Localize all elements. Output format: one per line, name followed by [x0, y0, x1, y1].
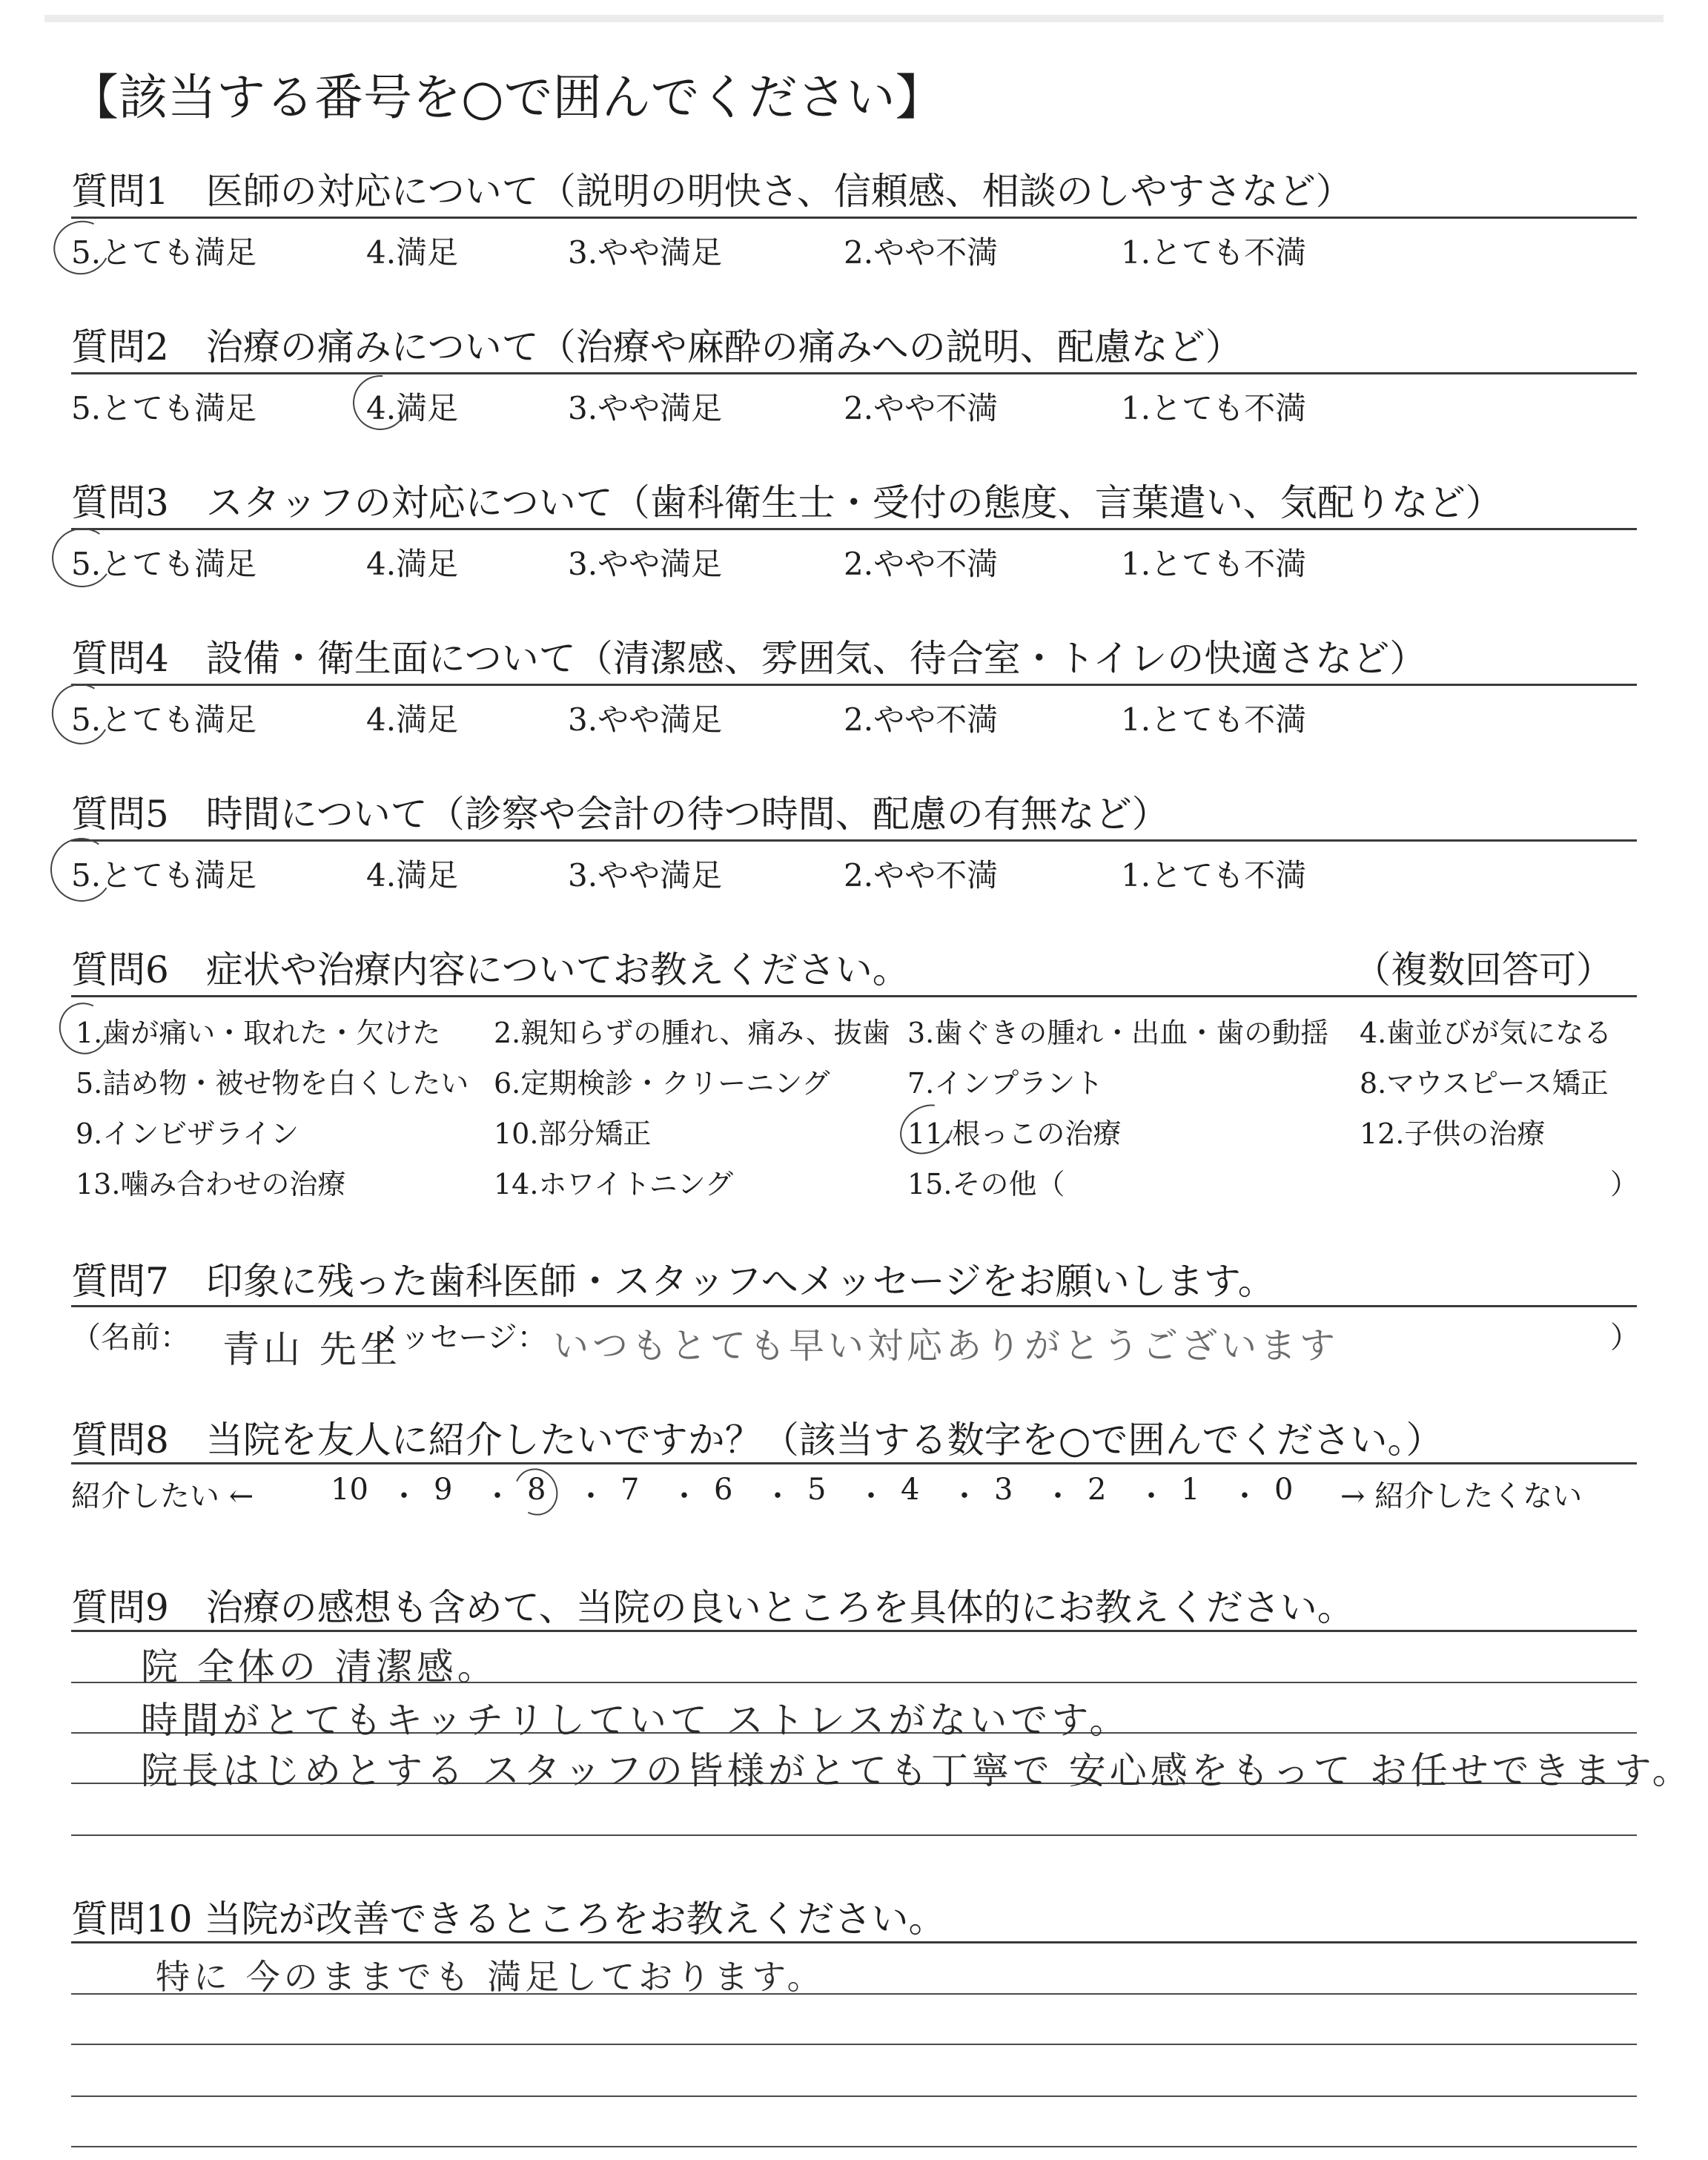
q5-rule	[71, 839, 1637, 842]
q1-option-2[interactable]: 2.やや不満	[844, 234, 999, 271]
q9-writing-line-4	[71, 1834, 1637, 1836]
q6-item-9[interactable]: 9.インビザライン	[76, 1117, 299, 1150]
q5-option-2[interactable]: 2.やや不満	[844, 857, 999, 894]
q8-scale-dot: ・	[576, 1479, 606, 1513]
q10-writing-line-4	[71, 2146, 1637, 2147]
q8-scale-dot: ・	[483, 1479, 512, 1513]
q4-option-3[interactable]: 3.やや満足	[568, 701, 723, 738]
q3-option-1[interactable]: 1.とても不満	[1121, 546, 1307, 582]
q8-scale-7[interactable]: 7	[620, 1473, 640, 1507]
q6-item-14[interactable]: 14.ホワイトニング	[494, 1168, 734, 1200]
q3-rule	[71, 528, 1637, 530]
q6-item-5[interactable]: 5.詰め物・被せ物を白くしたい	[76, 1067, 469, 1100]
q7-rule	[71, 1305, 1637, 1307]
q2-option-2[interactable]: 2.やや不満	[844, 390, 999, 426]
q6-title: 質問6 症状や治療内容についてお教えください。	[71, 948, 910, 991]
q8-scale-dot: ・	[856, 1479, 886, 1513]
q9-answer-line-2[interactable]: 時間がとてもキッチリしていて ストレスがないです。	[141, 1699, 1131, 1742]
q6-item-4[interactable]: 4.歯並びが気になる	[1360, 1017, 1612, 1049]
q9-title: 質問9 治療の感想も含めて、当院の良いところを具体的にお教えください。	[71, 1586, 1354, 1629]
q5-option-4[interactable]: 4.満足	[366, 857, 459, 894]
q8-scale-2[interactable]: 2	[1088, 1473, 1107, 1507]
q6-item-12[interactable]: 12.子供の治療	[1360, 1117, 1546, 1150]
q8-scale-9[interactable]: 9	[434, 1473, 453, 1507]
q2-selection-circle	[342, 364, 419, 441]
q8-scale-5[interactable]: 5	[807, 1473, 827, 1507]
q3-title: 質問3 スタッフの対応について（歯科衛生士・受付の態度、言葉遣い、気配りなど）	[71, 481, 1503, 524]
q5-option-5[interactable]: 5.とても満足	[71, 857, 257, 894]
q6-item-15[interactable]: 15.その他（	[907, 1168, 1065, 1200]
q8-scale-dot: ・	[1230, 1479, 1260, 1513]
q5-option-3[interactable]: 3.やや満足	[568, 857, 723, 894]
q8-scale-dot: ・	[950, 1479, 979, 1513]
q3-option-2[interactable]: 2.やや不満	[844, 546, 999, 582]
q10-rule	[71, 1941, 1637, 1943]
q6-item-3[interactable]: 3.歯ぐきの腫れ・出血・歯の動揺	[907, 1017, 1329, 1049]
q6-selection-circle-11	[890, 1094, 963, 1164]
q10-title: 質問10 当院が改善できるところをお教えください。	[71, 1898, 946, 1941]
q8-right-label: → 紹介したくない	[1340, 1479, 1583, 1513]
q9-answer-line-1[interactable]: 院 全体の 清潔感。	[141, 1645, 498, 1688]
q7-message-label: メッセージ：	[371, 1321, 547, 1355]
q4-option-4[interactable]: 4.満足	[366, 701, 459, 738]
q4-option-5[interactable]: 5.とても満足	[71, 701, 257, 738]
q6-item-2[interactable]: 2.親知らずの腫れ、痛み、抜歯	[494, 1017, 890, 1049]
q3-option-4[interactable]: 4.満足	[366, 546, 459, 582]
q3-option-5[interactable]: 5.とても満足	[71, 546, 257, 582]
q1-option-4[interactable]: 4.満足	[366, 234, 459, 271]
q4-option-2[interactable]: 2.やや不満	[844, 701, 999, 738]
q6-item-8[interactable]: 8.マウスピース矯正	[1360, 1067, 1609, 1100]
q8-scale-dot: ・	[669, 1479, 699, 1513]
q9-answer-line-3[interactable]: 院長はじめとする スタッフの皆様がとても丁寧で 安心感をもって お任せできます。	[141, 1749, 1693, 1792]
q5-option-1[interactable]: 1.とても不満	[1121, 857, 1307, 894]
q7-name-label: （名前：	[71, 1321, 190, 1355]
q4-option-1[interactable]: 1.とても不満	[1121, 701, 1307, 738]
page-header: 【該当する番号を○で囲んでください】	[70, 69, 944, 126]
q8-scale-6[interactable]: 6	[714, 1473, 733, 1507]
q2-rule	[71, 372, 1637, 374]
q1-option-3[interactable]: 3.やや満足	[568, 234, 723, 271]
q7-message-handwritten[interactable]: いつもとても早い対応ありがとうございます	[553, 1325, 1340, 1367]
q6-item-13[interactable]: 13.噛み合わせの治療	[76, 1168, 346, 1200]
q8-scale-dot: ・	[1043, 1479, 1073, 1513]
q8-scale-dot: ・	[389, 1479, 419, 1513]
scan-top-edge	[44, 15, 1664, 22]
q6-item-1[interactable]: 1.歯が痛い・取れた・欠けた	[76, 1017, 441, 1049]
q2-option-5[interactable]: 5.とても満足	[71, 390, 257, 426]
q1-option-5[interactable]: 5.とても満足	[71, 234, 257, 271]
q6-rule	[71, 995, 1637, 997]
q8-title: 質問8 当院を友人に紹介したいですか？（該当する数字を○で囲んでください。）	[71, 1418, 1443, 1462]
q6-note: （複数回答可）	[1354, 948, 1613, 991]
q8-rule	[71, 1462, 1637, 1464]
q5-title: 質問5 時間について（診察や会計の待つ時間、配慮の有無など）	[71, 793, 1169, 836]
q7-name-handwritten[interactable]: 青山 先生	[222, 1328, 401, 1371]
q8-left-label: 紹介したい ←	[71, 1479, 254, 1513]
q6-item-15-close: ）	[1610, 1168, 1639, 1200]
q4-title: 質問4 設備・衛生面について（清潔感、雰囲気、待合室・トイレの快適さなど）	[71, 637, 1427, 680]
q8-selection-circle	[508, 1462, 564, 1522]
q1-rule	[71, 217, 1637, 219]
q8-scale-4[interactable]: 4	[901, 1473, 920, 1507]
q2-option-3[interactable]: 3.やや満足	[568, 390, 723, 426]
q8-scale-10[interactable]: 10	[331, 1473, 368, 1507]
q10-writing-line-2	[71, 2044, 1637, 2045]
q6-item-6[interactable]: 6.定期検診・クリーニング	[494, 1067, 830, 1100]
q2-option-1[interactable]: 1.とても不満	[1121, 390, 1307, 426]
q6-selection-circle-1	[52, 996, 116, 1061]
q8-scale-dot: ・	[763, 1479, 792, 1513]
q10-answer-line-1[interactable]: 特に 今のままでも 満足しております。	[156, 1957, 825, 1997]
q6-item-7[interactable]: 7.インプラント	[907, 1067, 1104, 1100]
q1-title: 質問1 医師の対応について（説明の明快さ、信頼感、相談のしやすさなど）	[71, 170, 1353, 213]
q8-scale-1[interactable]: 1	[1181, 1473, 1200, 1507]
q10-writing-line-3	[71, 2095, 1637, 2097]
q3-option-3[interactable]: 3.やや満足	[568, 546, 723, 582]
q9-rule	[71, 1630, 1637, 1632]
q8-scale-dot: ・	[1136, 1479, 1166, 1513]
q6-item-10[interactable]: 10.部分矯正	[494, 1117, 652, 1150]
q4-rule	[71, 684, 1637, 686]
q8-scale-0[interactable]: 0	[1274, 1473, 1294, 1507]
q2-option-4[interactable]: 4.満足	[366, 390, 459, 426]
q6-item-11[interactable]: 11.根っこの治療	[907, 1117, 1122, 1150]
q8-scale-8[interactable]: 8	[527, 1473, 546, 1507]
q1-option-1[interactable]: 1.とても不満	[1121, 234, 1307, 271]
q2-title: 質問2 治療の痛みについて（治療や麻酔の痛みへの説明、配慮など）	[71, 326, 1242, 369]
q8-scale-3[interactable]: 3	[994, 1473, 1013, 1507]
q7-close-paren: ）	[1610, 1321, 1640, 1355]
q7-title: 質問7 印象に残った歯科医師・スタッフへメッセージをお願いします。	[71, 1260, 1275, 1303]
